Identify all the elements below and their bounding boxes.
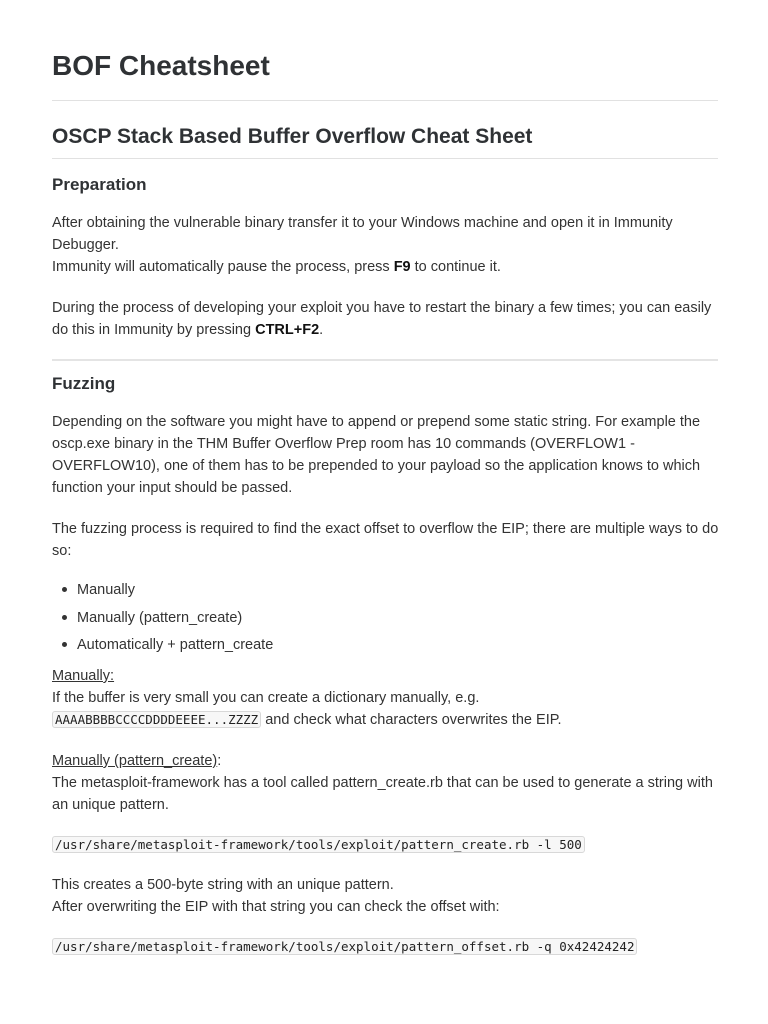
key-ctrl-f2: CTRL+F2 xyxy=(255,322,320,338)
preparation-text-2a: Immunity will automatically pause the process, press xyxy=(52,259,394,275)
pattern-create-code: /usr/share/metasploit-framework/tools/exploit/pattern_create.rb -l 500 xyxy=(52,836,585,853)
manual-label: Manually: xyxy=(52,668,115,684)
pattern-offset-code: /usr/share/metasploit-framework/tools/exploit/pattern_offset.rb -q 0x42424242 xyxy=(52,938,637,955)
fuzzing-methods-list xyxy=(52,579,273,662)
key-f9: F9 xyxy=(393,259,411,275)
pattern-create-command xyxy=(52,834,585,856)
section-divider xyxy=(52,359,718,361)
offset-text-1: This creates a 500-byte string with an unique pattern. xyxy=(52,877,394,893)
preparation-text-1: After obtaining the vulnerable binary transfer it to your Windows machine and open it in Immunity Debugger. xyxy=(52,215,673,253)
offset-text-2: After overwriting the EIP with that string you can check the offset with: xyxy=(52,899,500,915)
list-item: Manually (pattern_create) xyxy=(52,607,273,635)
manual-text-end: and check what characters overwrites the EIP. xyxy=(261,712,562,728)
manual-paragraph xyxy=(52,665,722,731)
preparation-paragraph xyxy=(52,212,722,278)
subtitle-divider xyxy=(52,158,718,159)
fuzzing-paragraph-2: The fuzzing process is required to find the exact offset to overflow the EIP; there are multiple ways to do so: xyxy=(52,521,719,559)
dictionary-code: AAAABBBBCCCCDDDDEEEE...ZZZZ xyxy=(52,711,261,728)
pattern-label: Manually (pattern_create) xyxy=(52,753,218,769)
preparation-text-2b: to continue it. xyxy=(410,259,501,275)
restart-text-end: . xyxy=(319,322,324,338)
fuzzing-paragraph-1: Depending on the software you might have to append or prepend some static string. For example the oscp.exe binary in the THM Buffer Overflow Prep room has 10 commands (OVERFLOW1 - OVERFLOW10), one of them has to be prepended to your payload so the application knows to which function your input should be passed. xyxy=(52,414,701,496)
cheatsheet-heading: OSCP Stack Based Buffer Overflow Cheat Sheet xyxy=(52,125,533,148)
pattern-text: The metasploit-framework has a tool called pattern_create.rb that can be used to generate a string with an unique pattern. xyxy=(52,775,713,813)
fuzzing-heading: Fuzzing xyxy=(52,374,116,393)
offset-paragraph xyxy=(52,874,722,918)
manual-text: If the buffer is very small you can create a dictionary manually, e.g. xyxy=(52,690,480,706)
pattern-offset-command xyxy=(52,936,637,958)
preparation-heading: Preparation xyxy=(52,175,147,194)
pattern-paragraph xyxy=(52,750,722,816)
pattern-label-colon: : xyxy=(217,753,222,769)
list-item: Automatically + pattern_create xyxy=(52,634,273,662)
restart-paragraph xyxy=(52,297,722,341)
title-divider xyxy=(52,100,718,101)
document-title: BOF Cheatsheet xyxy=(52,50,270,81)
restart-text: During the process of developing your exploit you have to restart the binary a few times; you can easily do this in Immunity by pressing xyxy=(52,300,712,338)
list-item: Manually xyxy=(52,579,273,607)
